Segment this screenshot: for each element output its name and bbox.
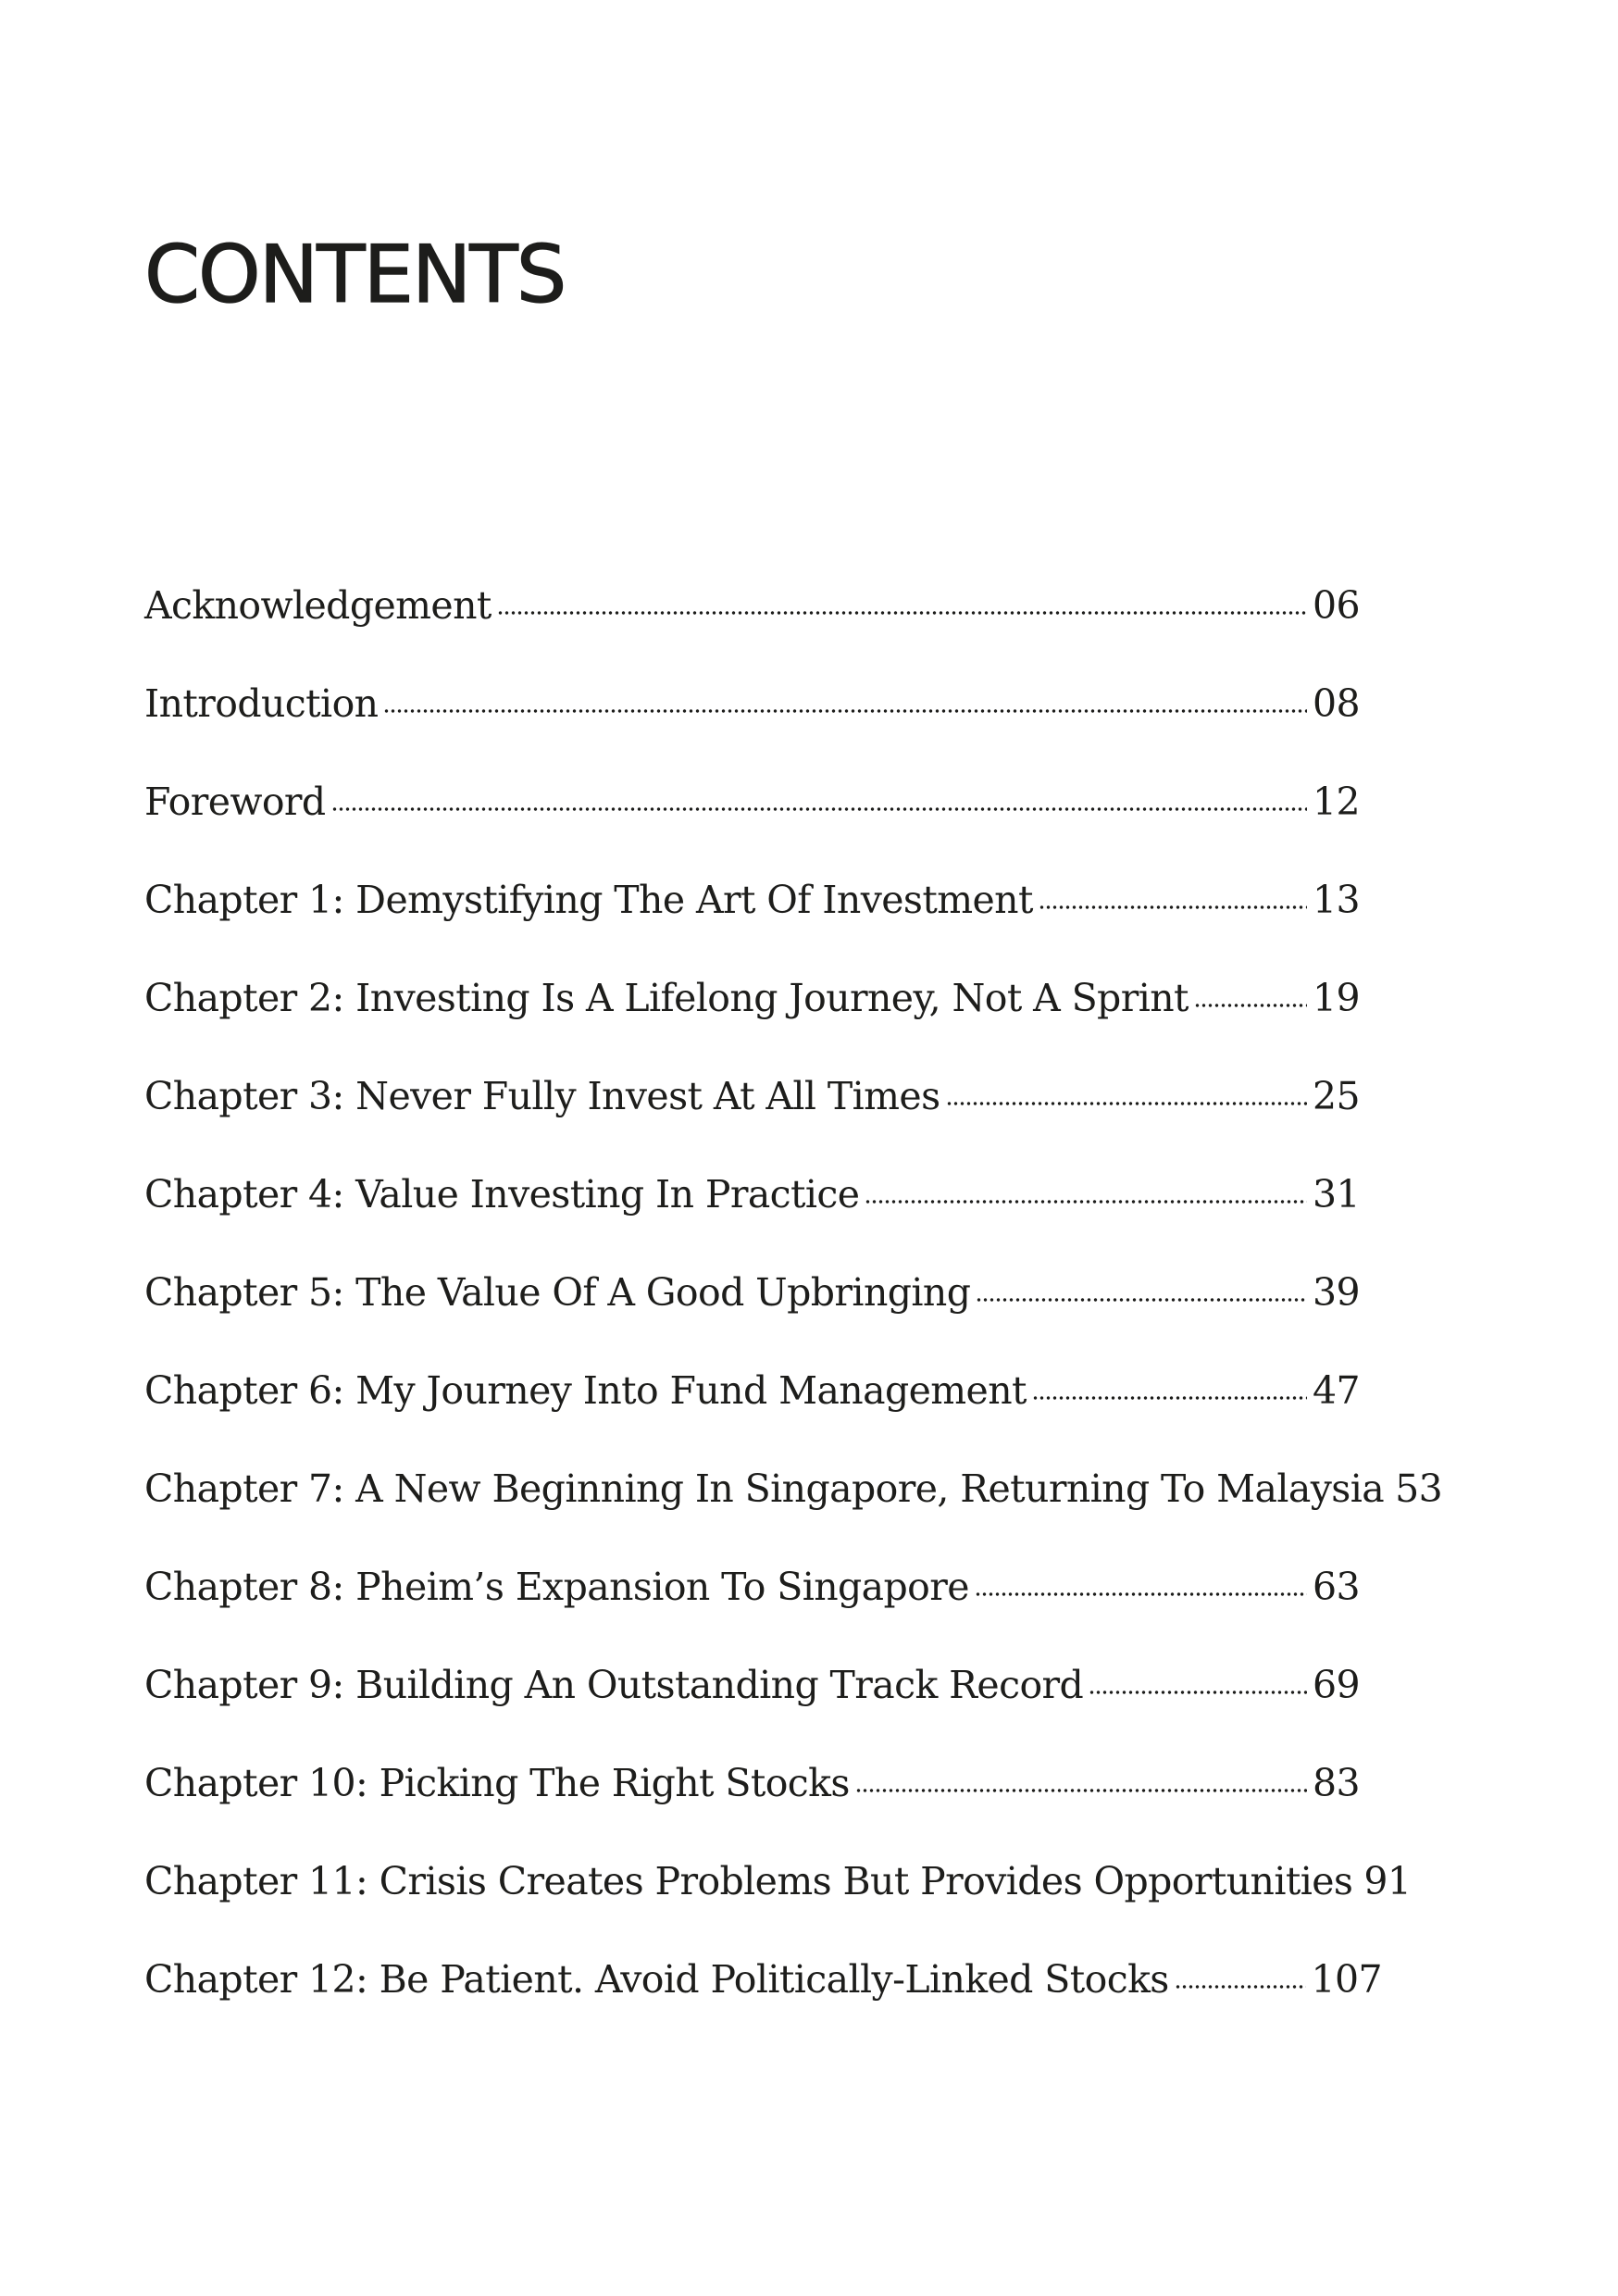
dot-leader bbox=[1175, 1985, 1306, 1989]
dot-leader bbox=[976, 1298, 1307, 1302]
toc-entry bbox=[144, 872, 1360, 928]
dot-leader bbox=[497, 611, 1307, 615]
toc-entry bbox=[144, 1657, 1360, 1713]
toc-entry-page: 83 bbox=[1313, 1761, 1360, 1805]
dot-leader bbox=[946, 1102, 1307, 1105]
toc-entry bbox=[144, 1265, 1360, 1320]
toc-entry-title: Chapter 5: The Value Of A Good Upbringing bbox=[144, 1270, 971, 1315]
toc-entry-page: 63 bbox=[1313, 1565, 1360, 1609]
toc-entry-page: 39 bbox=[1313, 1270, 1360, 1315]
toc-entry-title: Chapter 4: Value Investing In Practice bbox=[144, 1172, 860, 1217]
toc-entry bbox=[144, 1363, 1360, 1418]
toc-entry-title: Chapter 2: Investing Is A Lifelong Journey, Not A Sprint bbox=[144, 976, 1189, 1020]
toc-entry bbox=[144, 1853, 1412, 1909]
dot-leader bbox=[1089, 1691, 1307, 1694]
page-title: CONTENTS bbox=[144, 229, 566, 321]
toc-entry-page: 12 bbox=[1313, 780, 1360, 824]
toc-entry-title: Chapter 8: Pheim’s Expansion To Singapore bbox=[144, 1565, 969, 1609]
dot-leader bbox=[975, 1592, 1307, 1596]
toc-entry-title: Chapter 3: Never Fully Invest At All Times bbox=[144, 1074, 940, 1118]
toc-entry bbox=[144, 970, 1360, 1026]
dot-leader bbox=[331, 807, 1307, 811]
toc-entry bbox=[144, 1461, 1443, 1516]
toc-entry bbox=[144, 1755, 1360, 1811]
toc-entry-page: 107 bbox=[1311, 1957, 1382, 2002]
toc-entry-page: 25 bbox=[1313, 1074, 1360, 1118]
toc-entry-title: Chapter 11: Crisis Creates Problems But Provides Opportunities bbox=[144, 1859, 1353, 1903]
dot-leader bbox=[865, 1200, 1307, 1204]
toc-entry-title: Foreword bbox=[144, 780, 326, 824]
toc-entry-page: 31 bbox=[1313, 1172, 1360, 1217]
dot-leader bbox=[855, 1789, 1307, 1792]
toc-entry-title: Chapter 9: Building An Outstanding Track Record bbox=[144, 1663, 1084, 1707]
toc-entry-title: Acknowledgement bbox=[144, 583, 492, 628]
toc-entry-page: 47 bbox=[1313, 1368, 1360, 1413]
toc-entry bbox=[144, 676, 1360, 731]
dot-leader bbox=[1194, 1004, 1307, 1007]
toc-entry-page: 69 bbox=[1313, 1663, 1360, 1707]
toc-entry bbox=[144, 1559, 1360, 1615]
toc-entry-title: Chapter 1: Demystifying The Art Of Investment bbox=[144, 878, 1033, 922]
toc-entry bbox=[144, 578, 1360, 633]
toc-entry-title: Chapter 12: Be Patient. Avoid Politically-Linked Stocks bbox=[144, 1957, 1169, 2002]
toc-entry-page: 53 bbox=[1395, 1466, 1443, 1511]
toc-entry-page: 06 bbox=[1313, 583, 1360, 628]
toc-entry-page: 19 bbox=[1313, 976, 1360, 1020]
toc-entry-title: Chapter 10: Picking The Right Stocks bbox=[144, 1761, 850, 1805]
toc-entry-title: Introduction bbox=[144, 681, 379, 726]
toc-entry bbox=[144, 1068, 1360, 1124]
toc-entry-title: Chapter 7: A New Beginning In Singapore, Returning To Malaysia bbox=[144, 1466, 1385, 1511]
toc-entry bbox=[144, 1167, 1360, 1222]
toc-entry bbox=[144, 1952, 1382, 2007]
dot-leader bbox=[1039, 905, 1307, 909]
dot-leader bbox=[1032, 1396, 1307, 1400]
toc-entry-page: 91 bbox=[1363, 1859, 1412, 1903]
toc-entry bbox=[144, 774, 1360, 830]
toc-entry-page: 13 bbox=[1313, 878, 1360, 922]
toc-entry-title: Chapter 6: My Journey Into Fund Management bbox=[144, 1368, 1027, 1413]
toc-entry-page: 08 bbox=[1313, 681, 1360, 726]
dot-leader bbox=[383, 709, 1307, 713]
